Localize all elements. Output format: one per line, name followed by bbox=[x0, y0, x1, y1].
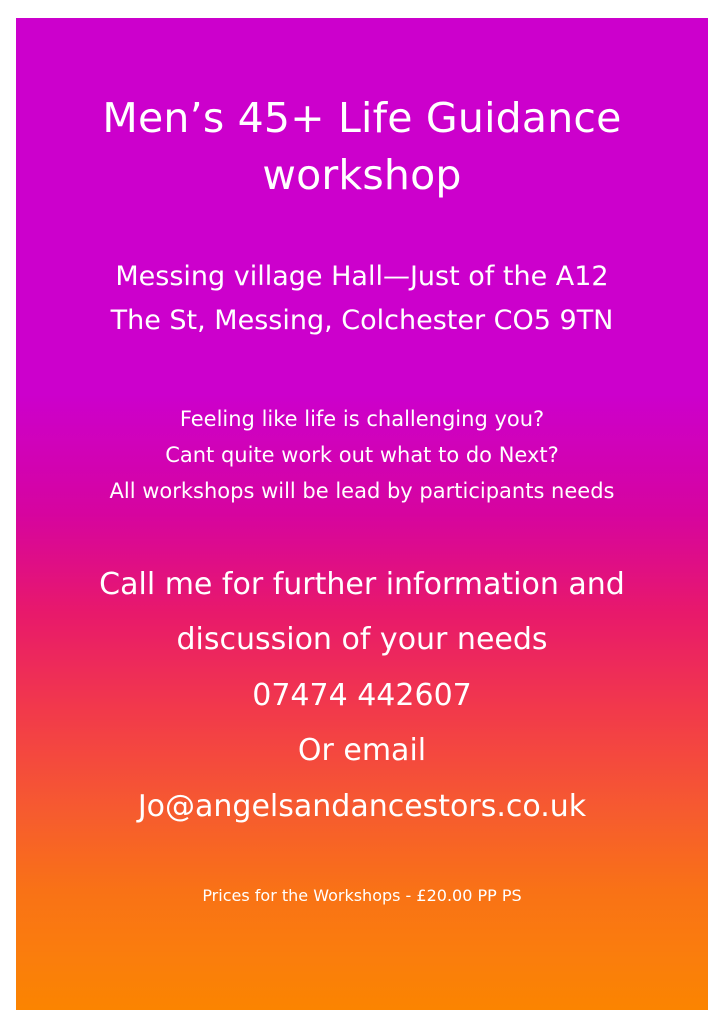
venue-block bbox=[16, 255, 708, 342]
page-title: Men’s 45+ Life Guidance workshop bbox=[102, 94, 622, 199]
question-line-2: Cant quite work out what to do Next? bbox=[165, 442, 559, 467]
questions-block bbox=[16, 401, 708, 509]
venue-line-1: Messing village Hall—Just of the A12 bbox=[115, 261, 609, 293]
email-address[interactable]: Jo@angelsandancestors.co.uk bbox=[137, 788, 587, 824]
poster-gradient-background bbox=[16, 18, 708, 1010]
contact-line-1: Call me for further information and bbox=[99, 566, 625, 602]
venue-line-2: The St, Messing, Colchester CO5 9TN bbox=[110, 304, 614, 336]
contact-line-3: Or email bbox=[297, 733, 427, 769]
contact-line-2: discussion of your needs bbox=[176, 622, 548, 658]
phone-number[interactable]: 07474 442607 bbox=[252, 677, 472, 713]
question-line-1: Feeling like life is challenging you? bbox=[179, 406, 545, 431]
contact-block bbox=[16, 557, 708, 835]
prices-note: Prices for the Workshops - £20.00 PP PS bbox=[202, 886, 522, 906]
question-line-3: All workshops will be lead by participants needs bbox=[109, 478, 615, 503]
